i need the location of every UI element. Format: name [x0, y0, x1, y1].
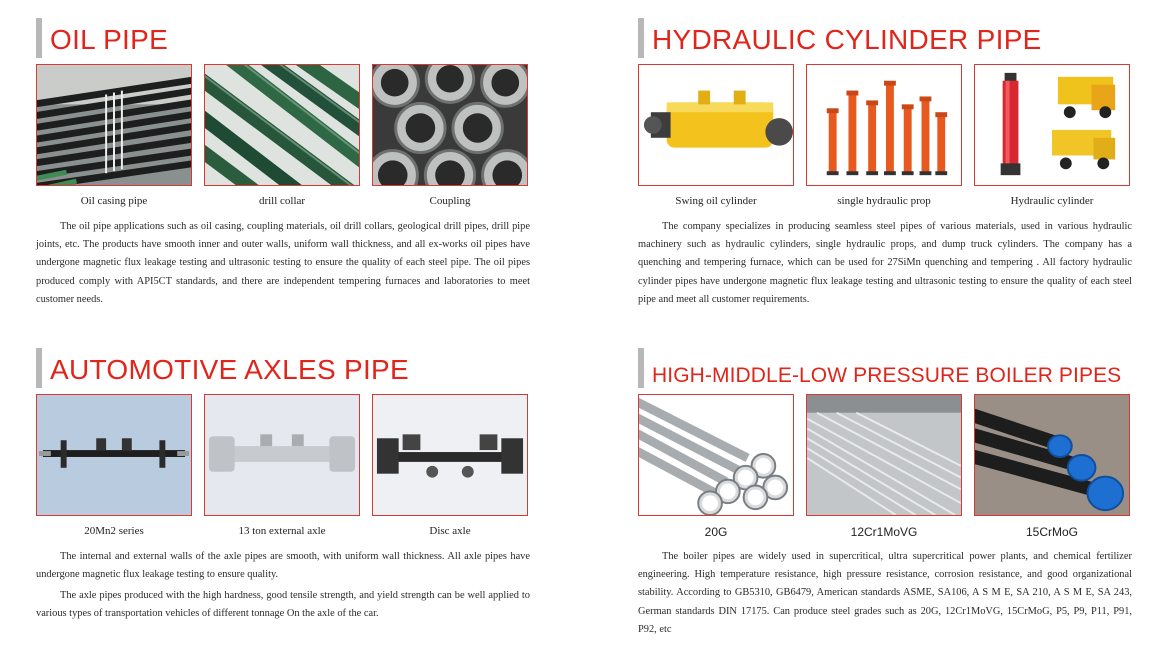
- photo-caption: 20Mn2 series: [84, 525, 144, 537]
- photo-caption: Oil casing pipe: [80, 195, 148, 207]
- automotive-axles-pipe-section: [36, 344, 536, 620]
- 15crmog-pipe-photo: [974, 394, 1130, 516]
- section-description: The axle pipes produced with the high hardness, good tensile strength, and yield strength can be well applied to various types of transportation vehicles of different tonnage On the axle of the car.: [36, 590, 530, 620]
- 20g-pipe-photo: [638, 394, 794, 516]
- 12cr1movg-pipe-photo: [806, 394, 962, 516]
- photo-caption: single hydraulic prop: [837, 195, 931, 207]
- disc-axle-photo: [372, 394, 528, 516]
- photo-caption: Swing oil cylinder: [675, 195, 757, 207]
- hydraulic-cylinder-pipe-section: [638, 14, 1138, 305]
- section-header: [36, 14, 536, 60]
- drill-collar-photo: [204, 64, 360, 186]
- section-description: The oil pipe applications such as oil casing, coupling materials, oil drill collars, geological drill pipes, drill pipe joints, etc. The products have smooth inner and outer walls, uniform wall thickness, and all ex-works oil pipes have undergone magnetic flux leakage testing and ultrasonic testing to ensure the quality of each steel pipe. The oil pipes produced comply with API5CT standards, and there are independent tempering furnaces and laboratories to meet customer needs.: [36, 221, 530, 305]
- coupling-photo: [372, 64, 528, 186]
- photo-caption: 12Cr1MoVG: [850, 525, 918, 539]
- photo-row: [36, 394, 536, 544]
- section-description: The company specializes in producing seamless steel pipes of various materials, used in various hydraulic machinery such as hydraulic cylinders, single hydraulic props, and dump truck cylinders. The company has a quenching and tempering furnace, which can be used for 27SiMn quenching and tempering . All factory hydraulic cylinder pipes have undergone magnetic flux leakage testing and ultrasonic testing to ensure the quality of each steel pipe and meet all customer requirements.: [638, 221, 1132, 305]
- hydraulic-cylinder-photo: [974, 64, 1130, 186]
- boiler-pipes-section: [638, 344, 1138, 635]
- photo-caption: Coupling: [429, 195, 471, 207]
- section-title: HYDRAULIC CYLINDER PIPE: [652, 24, 1042, 55]
- section-header: [36, 344, 536, 390]
- section-title: OIL PIPE: [50, 24, 169, 55]
- oil-pipe-section: [36, 14, 536, 305]
- section-title: AUTOMOTIVE AXLES PIPE: [50, 354, 410, 385]
- photo-caption: 20G: [704, 525, 728, 539]
- section-header: [638, 344, 1138, 390]
- swing-oil-cylinder-photo: [638, 64, 794, 186]
- photo-caption: 13 ton external axle: [238, 525, 326, 537]
- header-accent-bar: [638, 348, 644, 388]
- header-accent-bar: [36, 348, 42, 388]
- header-accent-bar: [36, 18, 42, 58]
- photo-row: [638, 394, 1138, 544]
- header-accent-bar: [638, 18, 644, 58]
- photo-caption: drill collar: [258, 195, 306, 207]
- section-description: The boiler pipes are widely used in supercritical, ultra supercritical power plants, and chemical fertilizer engineering. High temperature resistance, high pressure resistance, corrosion resistance, and good organizational stability. According to GB5310, GB6479, American standards ASME, SA106, A S M E, SA 210, A S M E, SA 243, German standards DIN 17175. Can produce steel grades such as 20G, 12Cr1MoVG, 15CrMoG, P5, P9, P11, P91, P92, etc: [638, 551, 1132, 635]
- photo-caption: Disc axle: [429, 525, 471, 537]
- section-title: HIGH-MIDDLE-LOW PRESSURE BOILER PIPES: [652, 364, 1122, 387]
- section-header: [638, 14, 1138, 60]
- 13-ton-external-axle-photo: [204, 394, 360, 516]
- photo-caption: 15CrMoG: [1025, 525, 1078, 539]
- oil-casing-pipe-photo: [36, 64, 192, 186]
- photo-row: [638, 64, 1138, 214]
- single-hydraulic-prop-photo: [806, 64, 962, 186]
- 20mn2-axle-photo: [36, 394, 192, 516]
- section-description: The internal and external walls of the axle pipes are smooth, with uniform wall thickness. All axle pipes have undergone magnetic flux leakage testing to ensure quality.: [36, 551, 530, 581]
- photo-row: [36, 64, 536, 214]
- photo-caption: Hydraulic cylinder: [1010, 195, 1094, 207]
